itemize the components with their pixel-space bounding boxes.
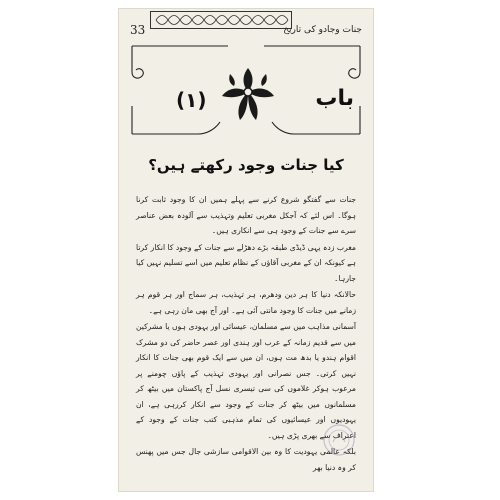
paragraph: آسمانی مذاہب میں سے مسلمان، عیسائی اور یہودی ہوں یا مشرکین میں سے قدیم زمانہ کے عرب اور ہندی اور عصر حاضر کی دو مشرک اقوام ہندو یا بدھ مت ہوں، ان میں سے ایک قوم بھی جنات کا انکار نہیں کرتی۔ جس نصرانی اور یہودی تہذیب کے پاؤں چومنے پر مرعوب ہوکر غلاموں کی سی تیسری نسل آج پاکستان میں بیٹھ کر مسلمانوں میں بیٹھ کر جنات کے وجود سے انکار کررہی ہے، ان یہودیوں اور عیسائیوں کی تمام مذہبی کتب جنات کے وجود کے اعتراف سے بھری پڑی ہیں۔ — [136, 322, 356, 440]
running-title: جنات وجادو کی تاریخ — [283, 25, 362, 35]
watermark-stamp-icon — [322, 423, 356, 457]
header-ornament — [150, 11, 292, 29]
page-number: 33 — [130, 23, 146, 37]
flourish-ornament — [218, 66, 278, 124]
paragraph: مغرب زدہ یہی ڈیڈی طبقہ بڑے دھڑلے سے جنات کے وجود کا انکار کرتا ہے کیونکہ ان کے مغربی آقاؤں کے نظام تعلیم میں اسے تسلیم نہیں کیا جارہا۔ — [136, 242, 356, 283]
paragraph: بلکہ عالمی یہودیت کا وہ بین الاقوامی سازشی جال جس میں پھنس کر وہ دنیا بھر — [136, 447, 356, 472]
chapter-word: باب — [315, 86, 354, 111]
chapter-heading: کیا جنات وجود رکھتے ہیں؟ — [148, 156, 344, 174]
chapter-number: (١) — [176, 88, 207, 112]
paragraph: حالانکہ دنیا کا ہر دین ودھرم، ہر تہذیب، ہر سماج اور ہر قوم ہر زمانے میں جنات کا وجود مانتی آئی ہے۔ اور آج بھی مان رہی ہے۔ — [136, 290, 356, 315]
book-page — [118, 8, 374, 492]
paragraph: جنات سے گفتگو شروع کرنے سے پہلے ہمیں ان کا وجود ثابت کرنا ہوگا۔ اس لئے کہ آجکل مغربی تعلیم وتہذیب سے آلودہ بعض عناصر سرے سے جنات کے وجود ہی سے انکاری ہیں۔ — [136, 195, 356, 235]
